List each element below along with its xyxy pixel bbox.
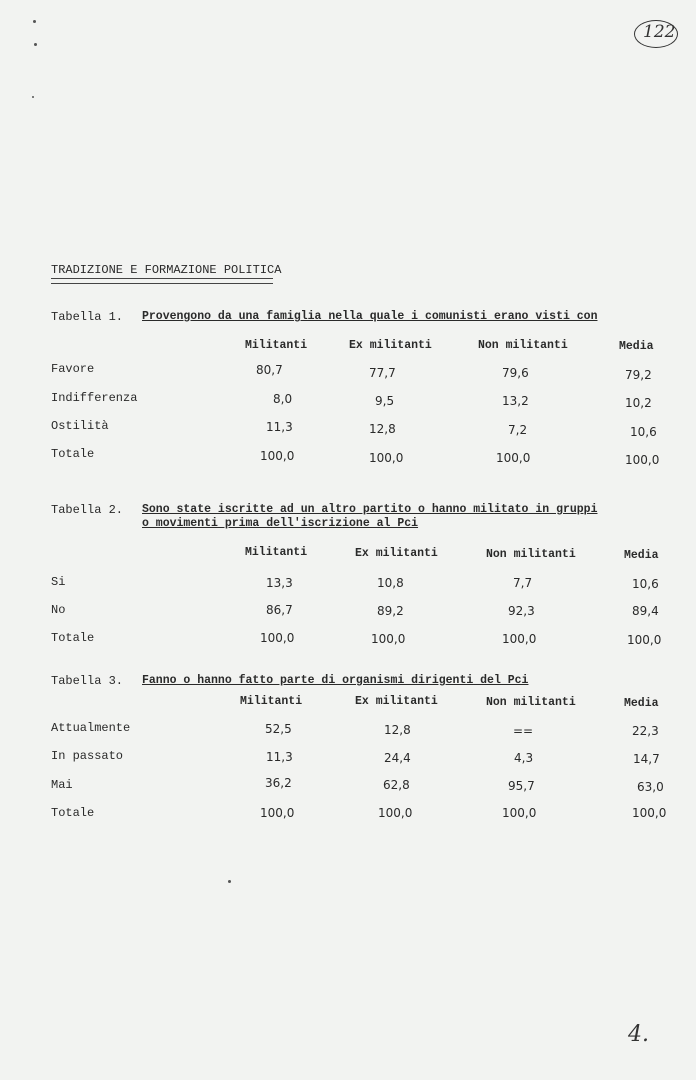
cell-militanti: 8,0	[273, 392, 293, 406]
cell-media: 100,0	[632, 806, 667, 820]
cell-non-militanti: 100,0	[496, 451, 531, 465]
row-label: Totale	[51, 806, 95, 820]
cell-media: 63,0	[637, 780, 664, 794]
cell-non-militanti: 13,2	[502, 394, 529, 408]
row-label: Mai	[51, 778, 73, 792]
table-2-label: Tabella 2.	[51, 503, 124, 517]
cell-non-militanti: 7,7	[513, 576, 533, 590]
col-header-non-militanti: Non militanti	[478, 339, 568, 352]
cell-ex-militanti: 100,0	[369, 451, 404, 465]
cell-militanti: 86,7	[266, 603, 293, 617]
table-2-caption-line-1: Sono state iscritte ad un altro partito o hanno militato in gruppi	[142, 503, 598, 516]
page-number: 4.	[628, 1022, 649, 1047]
cell-media: 14,7	[633, 752, 660, 766]
cell-non-militanti: 4,3	[514, 751, 534, 765]
col-header-non-militanti: Non militanti	[486, 696, 576, 709]
cell-media: 89,4	[632, 604, 659, 618]
stamp-number: 122	[643, 22, 676, 42]
col-header-ex-militanti: Ex militanti	[349, 339, 432, 352]
row-label: Indifferenza	[51, 391, 138, 405]
cell-ex-militanti: 100,0	[371, 632, 406, 646]
cell-non-militanti: 95,7	[508, 779, 535, 793]
cell-ex-militanti: 100,0	[378, 806, 413, 820]
row-label: Totale	[51, 631, 95, 645]
cell-militanti: 100,0	[260, 449, 295, 463]
cell-ex-militanti: 62,8	[383, 778, 410, 792]
scan-speck	[228, 880, 231, 883]
scan-speck	[33, 20, 36, 23]
cell-media: 22,3	[632, 724, 659, 738]
row-label: Si	[51, 575, 66, 589]
col-header-media: Media	[624, 549, 659, 562]
cell-ex-militanti: 77,7	[369, 366, 396, 380]
table-1-caption: Provengono da una famiglia nella quale i comunisti erano visti con	[142, 310, 598, 323]
col-header-militanti: Militanti	[240, 695, 303, 708]
row-label: In passato	[51, 749, 124, 763]
cell-ex-militanti: 12,8	[369, 422, 396, 436]
table-3-caption: Fanno o hanno fatto parte di organismi dirigenti del Pci	[142, 674, 529, 687]
row-label: No	[51, 603, 66, 617]
col-header-militanti: Militanti	[245, 339, 308, 352]
cell-ex-militanti: 89,2	[377, 604, 404, 618]
cell-militanti: 36,2	[265, 776, 292, 790]
cell-militanti: 11,3	[266, 420, 293, 434]
cell-ex-militanti: 24,4	[384, 751, 411, 765]
table-2-caption-line-2: o movimenti prima dell'iscrizione al Pci	[142, 517, 419, 530]
cell-media: 79,2	[625, 368, 652, 382]
row-label: Favore	[51, 362, 95, 376]
table-1-label: Tabella 1.	[51, 310, 124, 324]
scan-speck	[34, 43, 37, 46]
cell-non-militanti: 92,3	[508, 604, 535, 618]
col-header-media: Media	[619, 340, 654, 353]
col-header-media: Media	[624, 697, 659, 710]
table-3-label: Tabella 3.	[51, 674, 124, 688]
row-label: Totale	[51, 447, 95, 461]
cell-ex-militanti: 9,5	[375, 394, 395, 408]
cell-militanti: 80,7	[256, 363, 283, 377]
col-header-non-militanti: Non militanti	[486, 548, 576, 561]
cell-non-militanti: ==	[513, 724, 534, 738]
cell-ex-militanti: 12,8	[384, 723, 411, 737]
col-header-ex-militanti: Ex militanti	[355, 547, 438, 560]
title-double-underline	[51, 278, 273, 284]
col-header-ex-militanti: Ex militanti	[355, 695, 438, 708]
cell-militanti: 100,0	[260, 806, 295, 820]
cell-media: 100,0	[625, 453, 660, 467]
cell-militanti: 52,5	[265, 722, 292, 736]
row-label: Attualmente	[51, 721, 131, 735]
scan-speck	[32, 96, 34, 98]
cell-ex-militanti: 10,8	[377, 576, 404, 590]
cell-militanti: 100,0	[260, 631, 295, 645]
cell-non-militanti: 79,6	[502, 366, 529, 380]
cell-non-militanti: 7,2	[508, 423, 528, 437]
cell-media: 100,0	[627, 633, 662, 647]
cell-media: 10,2	[625, 396, 652, 410]
cell-non-militanti: 100,0	[502, 632, 537, 646]
cell-non-militanti: 100,0	[502, 806, 537, 820]
cell-militanti: 13,3	[266, 576, 293, 590]
cell-media: 10,6	[632, 577, 659, 591]
section-title: TRADIZIONE E FORMAZIONE POLITICA	[51, 263, 282, 277]
col-header-militanti: Militanti	[245, 546, 308, 559]
row-label: Ostilità	[51, 419, 109, 433]
cell-media: 10,6	[630, 425, 657, 439]
cell-militanti: 11,3	[266, 750, 293, 764]
